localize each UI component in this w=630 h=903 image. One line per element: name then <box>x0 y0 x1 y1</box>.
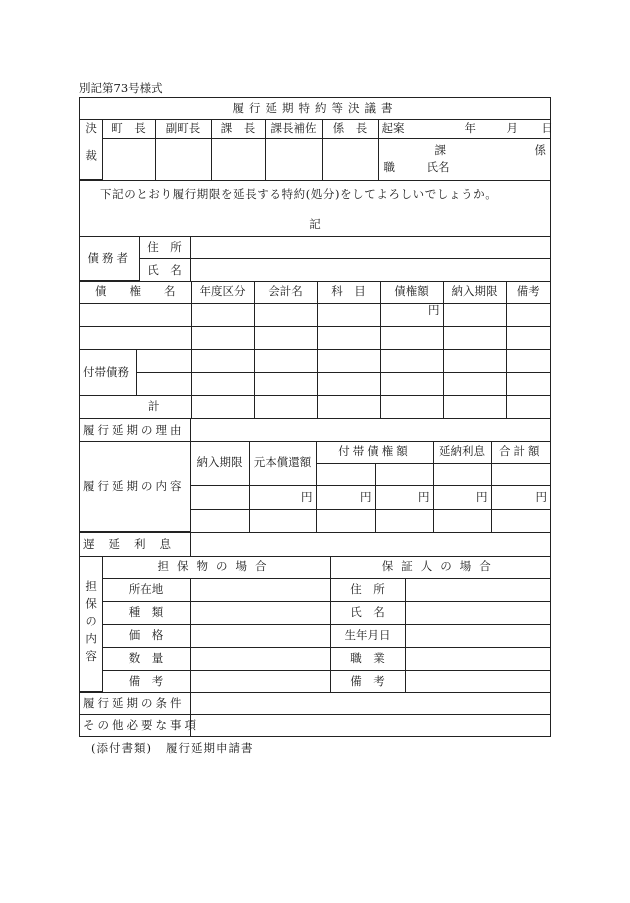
name-label: 氏名 <box>426 159 450 174</box>
cell[interactable] <box>380 349 443 372</box>
drafter-cell[interactable] <box>378 138 550 180</box>
collateral-remarks-label: 備 考 <box>102 670 190 692</box>
cell[interactable] <box>254 349 317 372</box>
other-label: その他必要な事項 <box>80 715 190 737</box>
guarantor-remarks-label: 備 考 <box>330 670 405 692</box>
postpone-reason-label: 履行延期の理由 <box>80 419 190 441</box>
late-interest-block <box>79 532 551 557</box>
header-due-date: 納入期限 <box>443 281 506 303</box>
approval-block <box>79 119 551 181</box>
role-deputy-mayor: 副町長 <box>155 120 211 138</box>
total-label: 計 <box>80 395 191 418</box>
postpone-reason-field[interactable] <box>190 419 550 441</box>
cell[interactable] <box>254 395 317 418</box>
conditions-block <box>79 692 551 737</box>
collateral-location-field[interactable] <box>190 578 330 601</box>
year-unit: 年 <box>464 121 476 135</box>
collateral-remarks-field[interactable] <box>190 670 330 692</box>
late-interest-label: 遅延利息 <box>80 533 190 556</box>
debtor-block <box>79 236 551 282</box>
header-remarks: 備考 <box>506 281 550 303</box>
ki-label: 記 <box>309 217 321 231</box>
cell[interactable] <box>433 509 491 532</box>
due-field[interactable] <box>190 485 249 509</box>
accessory-label: 付帯債務 <box>80 349 136 395</box>
late-interest-field[interactable] <box>190 533 550 556</box>
interest-label: 延納利息 <box>433 441 491 463</box>
total-field[interactable]: 円 <box>491 485 550 509</box>
guarantor-address-field[interactable] <box>405 578 550 601</box>
collateral-quantity-field[interactable] <box>190 647 330 670</box>
collateral-header: 担保物の場合 <box>102 556 330 578</box>
staff-label: 係 <box>534 142 546 157</box>
role-subsection-chief: 係 長 <box>322 120 378 138</box>
header-claim-amount: 債権額 <box>380 281 443 303</box>
accessory-field-1[interactable]: 円 <box>316 485 375 509</box>
cell[interactable] <box>190 509 249 532</box>
draft-date-cell[interactable] <box>378 120 553 138</box>
seal-mayor[interactable] <box>102 138 155 180</box>
collateral-price-label: 価 格 <box>102 624 190 647</box>
cell[interactable] <box>380 395 443 418</box>
address-field[interactable] <box>190 237 550 259</box>
cell[interactable] <box>317 303 380 326</box>
cell[interactable] <box>506 349 550 372</box>
cell[interactable] <box>254 303 317 326</box>
interest-field[interactable]: 円 <box>433 485 491 509</box>
due-label: 納入期限 <box>190 441 249 485</box>
security-block <box>79 556 551 693</box>
header-item: 科 目 <box>317 281 380 303</box>
cell[interactable] <box>316 509 375 532</box>
lead-sentence: 下記のとおり履行期限を延長する特約(処分)をしてよろしいでしょうか。 <box>100 187 498 201</box>
guarantor-name-label: 氏 名 <box>330 601 405 624</box>
address-label: 住 所 <box>139 237 190 259</box>
cell[interactable] <box>375 509 433 532</box>
cell[interactable] <box>254 326 317 349</box>
cell[interactable] <box>136 372 191 395</box>
attachments-line <box>91 740 267 756</box>
cell[interactable] <box>506 326 550 349</box>
guarantor-header: 保証人の場合 <box>330 556 550 578</box>
form-number: 別記第73号様式 <box>79 81 163 95</box>
security-side-label: 担保の内容 <box>80 556 102 692</box>
cell[interactable] <box>317 372 380 395</box>
cell[interactable] <box>191 395 254 418</box>
reason-block <box>79 418 551 442</box>
cell[interactable] <box>443 303 506 326</box>
cell[interactable] <box>191 349 254 372</box>
seal-deputy-mayor[interactable] <box>155 138 211 180</box>
cell[interactable] <box>375 463 433 485</box>
name-label: 氏 名 <box>139 259 190 281</box>
principal-label: 元本償還額 <box>249 441 316 485</box>
section-label: 課 <box>434 142 446 157</box>
claim-amount-field[interactable]: 円 <box>380 303 443 326</box>
guarantor-name-field[interactable] <box>405 601 550 624</box>
cell[interactable] <box>316 463 375 485</box>
guarantor-occupation-label: 職 業 <box>330 647 405 670</box>
accessory-group-label: 付帯債権額 <box>316 441 433 463</box>
cell[interactable] <box>506 372 550 395</box>
debtor-label: 債務者 <box>80 237 139 281</box>
cell[interactable] <box>443 395 506 418</box>
header-account: 会計名 <box>254 281 317 303</box>
approval-side-label: 決裁 <box>80 120 102 180</box>
attachments-value: 履行延期申請書 <box>165 741 254 755</box>
cell[interactable] <box>443 349 506 372</box>
cell[interactable] <box>191 303 254 326</box>
other-field[interactable] <box>190 715 550 737</box>
conditions-field[interactable] <box>190 693 550 715</box>
guarantor-occupation-field[interactable] <box>405 647 550 670</box>
guarantor-remarks-field[interactable] <box>405 670 550 692</box>
cell[interactable] <box>254 372 317 395</box>
cell[interactable] <box>380 326 443 349</box>
collateral-price-field[interactable] <box>190 624 330 647</box>
collateral-type-label: 種 類 <box>102 601 190 624</box>
claim-name-field[interactable] <box>80 326 191 349</box>
cell[interactable] <box>191 372 254 395</box>
position-label: 職 <box>383 159 395 174</box>
total-amount-label: 合計額 <box>491 441 550 463</box>
seal-subsection-chief[interactable] <box>322 138 378 180</box>
cell[interactable] <box>136 349 191 372</box>
cell[interactable] <box>249 509 316 532</box>
claim-table <box>79 281 551 419</box>
postpone-content-label: 履行延期の内容 <box>80 441 190 532</box>
cell[interactable] <box>380 372 443 395</box>
cell[interactable] <box>491 509 550 532</box>
guarantor-birthdate-field[interactable] <box>405 624 550 647</box>
header-fiscal-year: 年度区分 <box>191 281 254 303</box>
cell[interactable] <box>317 395 380 418</box>
attachments-label: (添付書類) <box>91 741 152 755</box>
cell[interactable] <box>491 463 550 485</box>
role-mayor: 町 長 <box>102 120 155 138</box>
day-unit: 日 <box>541 121 553 135</box>
conditions-label: 履行延期の条件 <box>80 693 190 715</box>
role-assistant-chief: 課長補佐 <box>265 120 322 138</box>
month-unit: 月 <box>506 121 518 135</box>
cell[interactable] <box>506 303 550 326</box>
cell[interactable] <box>433 463 491 485</box>
cell[interactable] <box>443 372 506 395</box>
cell[interactable] <box>317 326 380 349</box>
seal-section-chief[interactable] <box>211 138 265 180</box>
collateral-location-label: 所在地 <box>102 578 190 601</box>
cell[interactable] <box>317 349 380 372</box>
guarantor-birthdate-label: 生年月日 <box>330 624 405 647</box>
cell[interactable] <box>191 326 254 349</box>
collateral-quantity-label: 数 量 <box>102 647 190 670</box>
collateral-type-field[interactable] <box>190 601 330 624</box>
postpone-content-block <box>79 441 551 533</box>
cell[interactable] <box>443 326 506 349</box>
accessory-field-2[interactable]: 円 <box>375 485 433 509</box>
principal-field[interactable]: 円 <box>249 485 316 509</box>
role-section-chief: 課 長 <box>211 120 265 138</box>
guarantor-address-label: 住 所 <box>330 578 405 601</box>
seal-assistant-chief[interactable] <box>265 138 322 180</box>
header-claim-name: 債 権 名 <box>80 281 191 303</box>
name-field[interactable] <box>190 259 550 281</box>
cell[interactable] <box>506 395 550 418</box>
document-title: 履行延期特約等決議書 <box>79 97 551 119</box>
claim-name-field[interactable] <box>80 303 191 326</box>
draft-label: 起案 <box>381 121 405 136</box>
